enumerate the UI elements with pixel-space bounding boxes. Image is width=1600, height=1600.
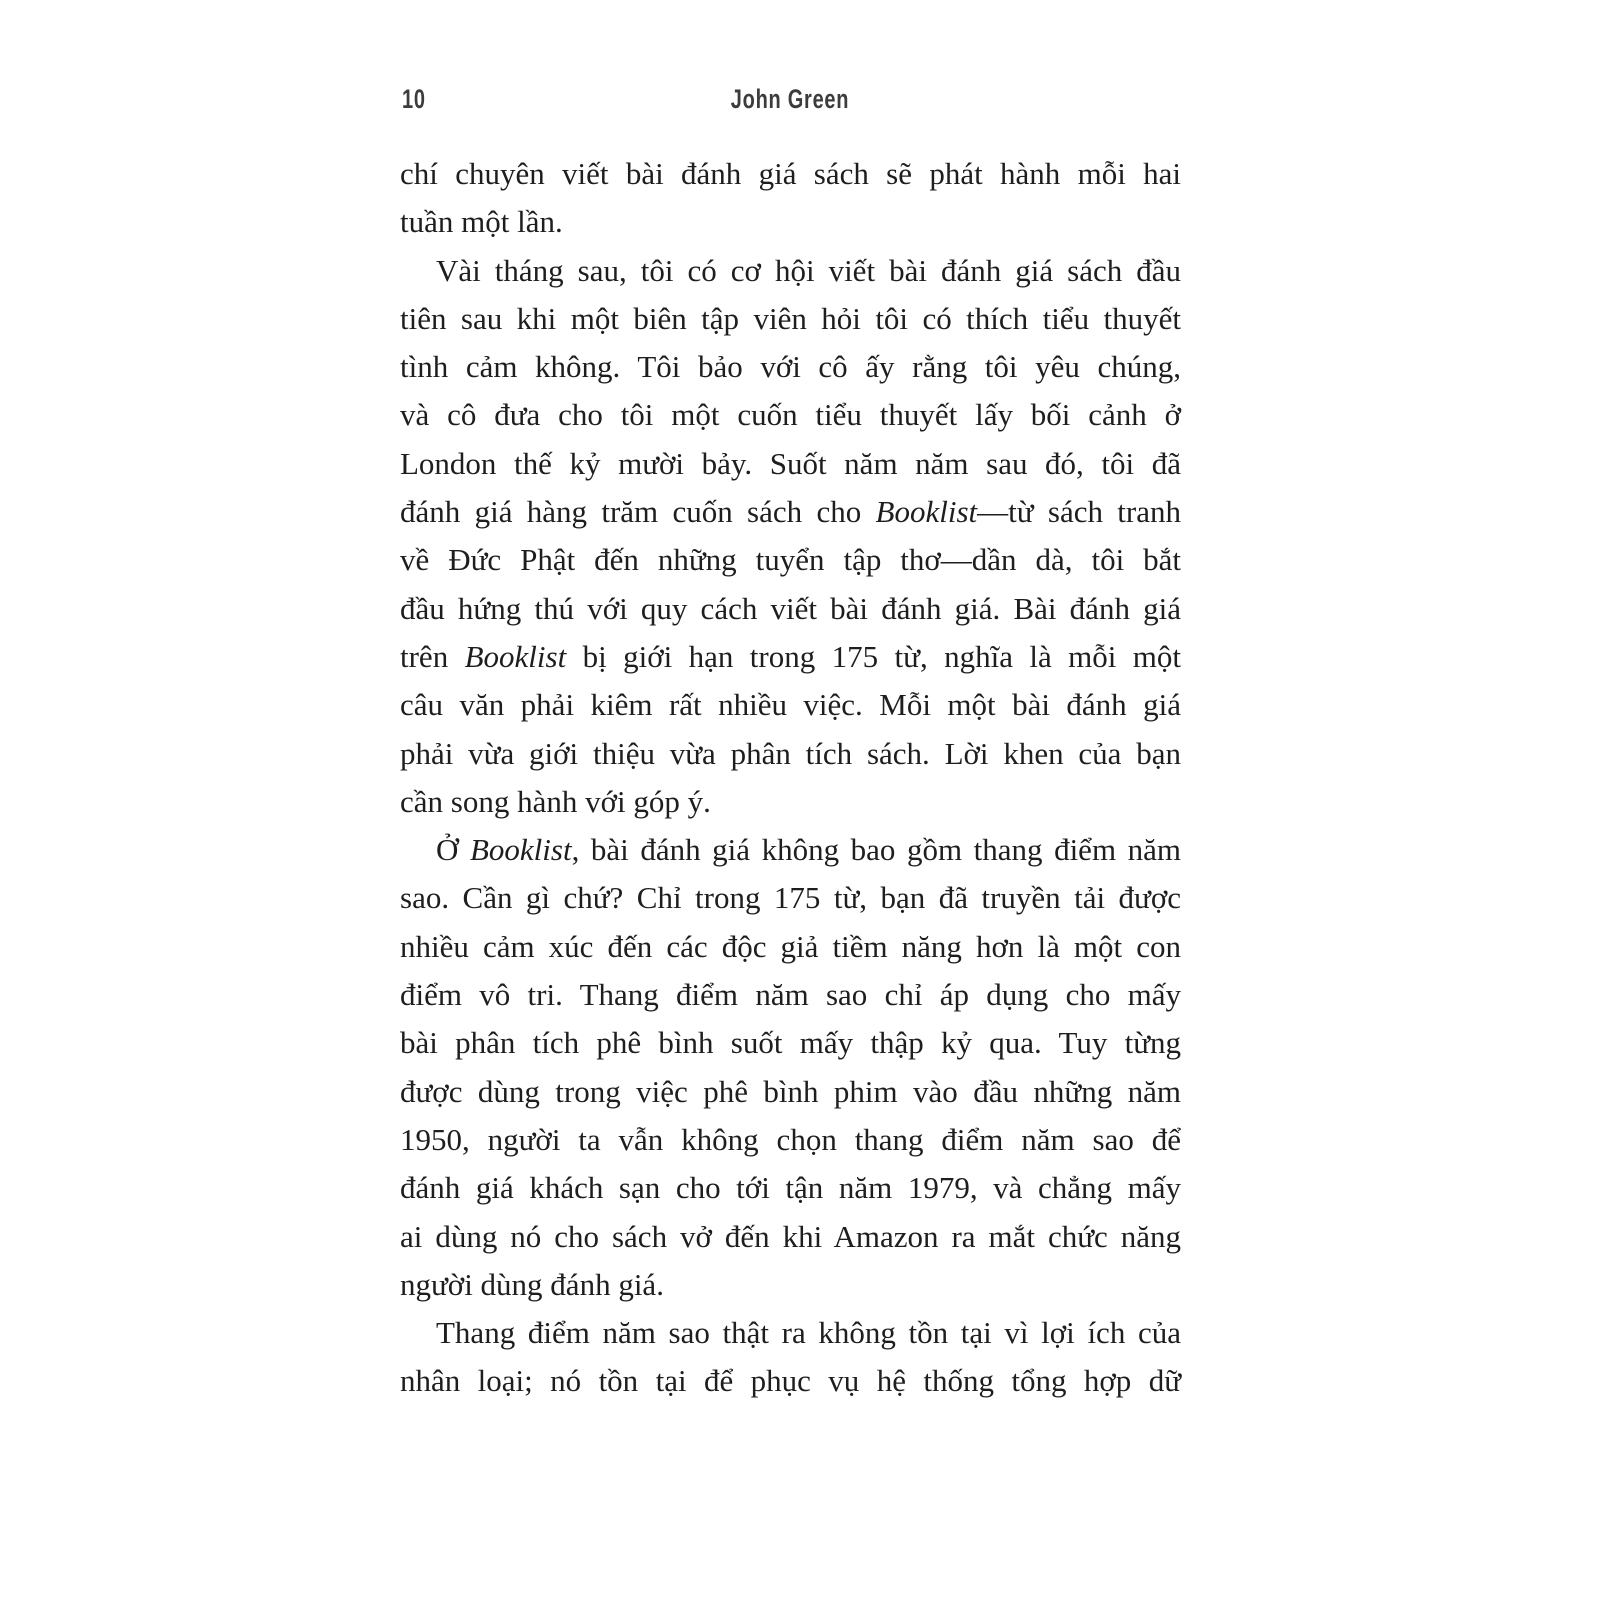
body-line	[400, 1019, 1181, 1067]
body-line	[400, 1261, 1181, 1309]
body-text: phải vừa giới thiệu vừa phân tích sách. Lời khen của bạn	[400, 735, 1181, 771]
body-text: tình cảm không. Tôi bảo với cô ấy rằng tôi yêu chúng,	[400, 349, 1181, 385]
body-text: trên	[400, 638, 465, 674]
body-text: chí chuyên viết bài đánh giá sách sẽ phát hành mỗi hai	[400, 156, 1181, 191]
page-header	[400, 84, 1181, 118]
body-line	[400, 923, 1181, 971]
body-line	[400, 247, 1181, 295]
body-text: đánh giá khách sạn cho tới tận năm 1979, và chẳng mấy	[400, 1170, 1181, 1206]
body-text: Vài tháng sau, tôi có cơ hội viết bài đánh giá sách đầu	[436, 252, 1181, 288]
body-text: được dùng trong việc phê bình phim vào đầu những năm	[400, 1073, 1181, 1109]
body-text: 1950, người ta vẫn không chọn thang điểm năm sao để	[400, 1121, 1181, 1157]
body-line	[400, 971, 1181, 1019]
body-text: —từ sách tranh	[977, 494, 1181, 530]
body-line	[400, 778, 1181, 826]
text-block	[400, 150, 1181, 1406]
body-text: đầu hứng thú với quy cách viết bài đánh giá. Bài đánh giá	[400, 590, 1181, 626]
body-text: Ở	[436, 832, 470, 868]
body-text: ai dùng nó cho sách vở đến khi Amazon ra mắt chức năng	[400, 1218, 1181, 1254]
body-line	[400, 1213, 1181, 1261]
body-text: , bài đánh giá không bao gồm thang điểm năm	[571, 832, 1181, 868]
body-line	[400, 633, 1181, 681]
body-line	[400, 1164, 1181, 1212]
running-title-text: John Green	[731, 84, 850, 114]
body-text: và cô đưa cho tôi một cuốn tiểu thuyết lấy bối cảnh ở	[400, 397, 1181, 433]
body-text: về Đức Phật đến những tuyển tập thơ—dần dà, tôi bắt	[400, 542, 1181, 578]
body-text: London thế kỷ mười bảy. Suốt năm năm sau đó, tôi đã	[400, 445, 1181, 481]
body-line	[400, 343, 1181, 391]
body-line	[400, 874, 1181, 922]
body-line	[400, 1357, 1181, 1405]
body-text: cần song hành với góp ý.	[400, 783, 711, 819]
body-text: Thang điểm năm sao thật ra không tồn tại vì lợi ích của	[436, 1315, 1181, 1351]
body-line	[400, 295, 1181, 343]
body-line	[400, 391, 1181, 439]
body-line	[400, 198, 1181, 246]
body-line	[400, 1068, 1181, 1116]
body-text: đánh giá hàng trăm cuốn sách cho	[400, 494, 876, 530]
body-line	[400, 440, 1181, 488]
body-text: tuần một lần.	[400, 204, 563, 240]
body-text: sao. Cần gì chứ? Chỉ trong 175 từ, bạn đã truyền tải được	[400, 880, 1181, 916]
body-text: bài phân tích phê bình suốt mấy thập kỷ qua. Tuy từng	[400, 1025, 1181, 1061]
italic-text: Booklist	[875, 494, 978, 530]
body-text: điểm vô tri. Thang điểm năm sao chỉ áp dụng cho mấy	[400, 977, 1181, 1013]
body-line	[400, 730, 1181, 778]
page-number: 10	[402, 84, 426, 114]
body-text: nhiều cảm xúc đến các độc giả tiềm năng hơn là một con	[400, 928, 1181, 964]
body-line	[400, 1309, 1181, 1357]
body-line	[400, 1116, 1181, 1164]
body-line	[400, 536, 1181, 584]
body-line	[400, 150, 1181, 198]
body-text: nhân loại; nó tồn tại để phục vụ hệ thống tổng hợp dữ	[400, 1363, 1181, 1399]
body-text: người dùng đánh giá.	[400, 1266, 664, 1302]
body-text: bị giới hạn trong 175 từ, nghĩa là mỗi một	[566, 638, 1181, 674]
running-title	[400, 84, 1181, 115]
italic-text: Booklist	[464, 638, 567, 674]
body-line	[400, 681, 1181, 729]
body-text: câu văn phải kiêm rất nhiều việc. Mỗi một bài đánh giá	[400, 687, 1181, 723]
body-text: tiên sau khi một biên tập viên hỏi tôi có thích tiểu thuyết	[400, 300, 1181, 336]
body-line	[400, 826, 1181, 874]
body-line	[400, 488, 1181, 536]
italic-text: Booklist	[469, 832, 572, 868]
body-line	[400, 585, 1181, 633]
